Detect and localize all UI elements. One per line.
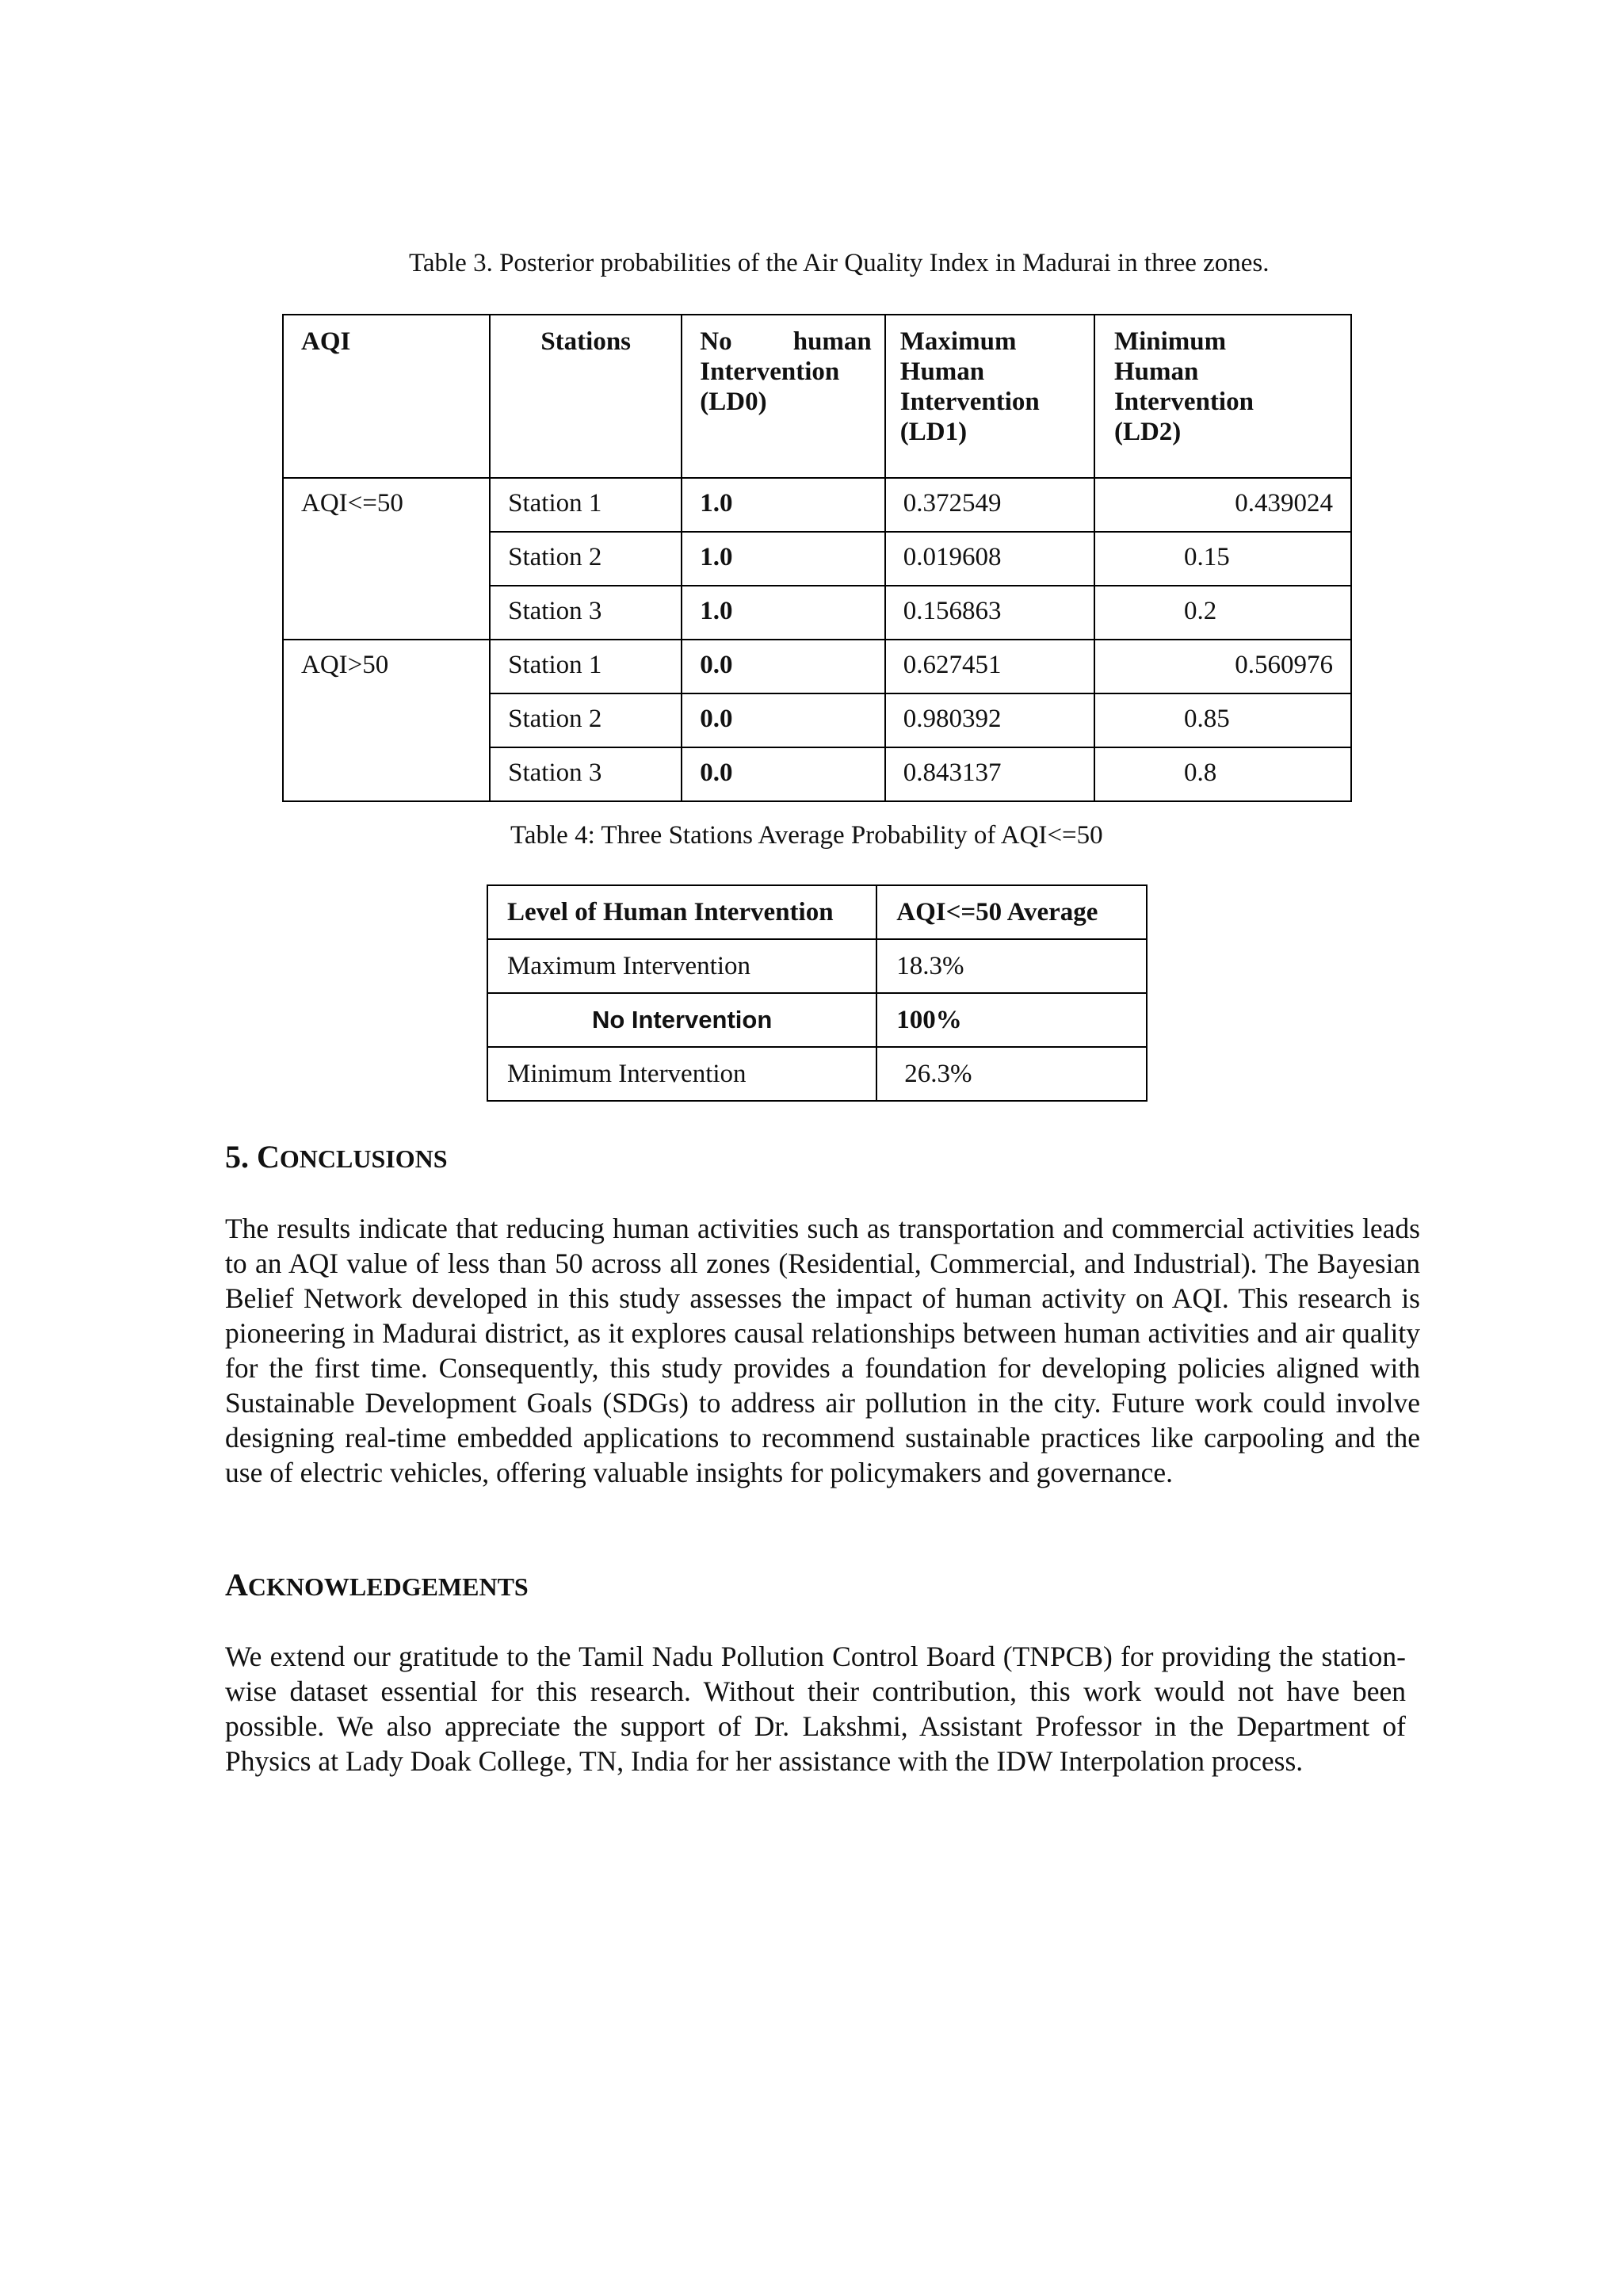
table4-cell-level: Maximum Intervention — [487, 939, 876, 993]
table3-cell-ld1: 0.156863 — [885, 586, 1094, 640]
table3-header-ld0 — [682, 315, 885, 478]
acknowledgements-title-initial: A — [225, 1567, 248, 1603]
conclusions-title-rest: ONCLUSIONS — [279, 1144, 448, 1173]
table3-group-aqi: AQI>50 — [283, 640, 490, 801]
table3-cell-ld0: 0.0 — [682, 747, 885, 801]
conclusions-heading — [225, 1138, 448, 1178]
conclusions-number: 5. — [225, 1139, 249, 1175]
table-row — [283, 478, 1351, 532]
table4-cell-level: Minimum Intervention — [487, 1047, 876, 1101]
table3-header-ld2-line1: Minimum — [1113, 327, 1227, 356]
table4-cell-average: 26.3% — [876, 1047, 1147, 1101]
table3-cell-ld2: 0.8 — [1094, 747, 1351, 801]
acknowledgements-title-rest: CKNOWLEDGEMENTS — [247, 1572, 529, 1601]
table4-cell-average: 100% — [876, 993, 1147, 1047]
conclusions-paragraph: The results indicate that reducing human activities such as transportation and commercial activities leads to an AQI value of less than 50 across all zones (Residential, Commercial, and Industrial). The Bayesian Belief Network developed in this study assesses the impact of human activity on AQI. This research is pioneering in Madurai district, as it explores causal relationships between human activities and air quality for the first time. Consequently, this study provides a foundation for developing policies aligned with Sustainable Development Goals (SDGs) to address air pollution in the city. Future work could involve designing real-time embedded applications to recommend sustainable practices like carpooling and the use of electric vehicles, offering valuable insights for policymakers and governance. — [225, 1213, 1420, 1488]
table4-average-probability — [487, 884, 1148, 1102]
table3-header-ld2-line2: Human — [1113, 357, 1199, 386]
table3-posterior-probabilities — [282, 314, 1352, 802]
table-row — [487, 993, 1147, 1047]
table3-caption: Table 3. Posterior probabilities of the Air Quality Index in Madurai in three zones. — [409, 249, 1270, 277]
table3-cell-ld2: 0.15 — [1094, 532, 1351, 586]
table3-header-ld2-line3: Intervention — [1113, 388, 1254, 416]
table3-cell-station: Station 1 — [490, 640, 682, 693]
table3-cell-ld1: 0.627451 — [885, 640, 1094, 693]
table3-cell-ld0: 0.0 — [682, 640, 885, 693]
table3-cell-station: Station 2 — [490, 532, 682, 586]
table-row — [283, 640, 1351, 693]
table3-cell-ld2: 0.85 — [1094, 693, 1351, 747]
table3-cell-station: Station 3 — [490, 747, 682, 801]
table-row — [487, 1047, 1147, 1101]
table3-header-aqi: AQI — [283, 315, 490, 478]
table4-header-average: AQI<=50 Average — [876, 885, 1147, 939]
table3-header-stations: Stations — [490, 315, 682, 478]
table4-caption: Table 4: Three Stations Average Probability of AQI<=50 — [510, 821, 1103, 850]
table3-cell-ld2: 0.439024 — [1094, 478, 1351, 532]
table3-cell-ld0: 0.0 — [682, 693, 885, 747]
table3-header-ld1 — [885, 315, 1094, 478]
table3-cell-ld1: 0.980392 — [885, 693, 1094, 747]
table-row — [487, 885, 1147, 939]
table3-cell-station: Station 1 — [490, 478, 682, 532]
table3-header-ld1-line1: Maximum — [899, 327, 1017, 356]
acknowledgements-heading — [225, 1566, 529, 1606]
table3-header-ld0-line1: No human — [700, 327, 872, 356]
table3-header-ld2-line4: (LD2) — [1113, 418, 1182, 446]
table3-cell-ld0: 1.0 — [682, 478, 885, 532]
table3-header-ld0-line2: Intervention — [700, 357, 840, 386]
table3-header-ld2 — [1094, 315, 1351, 478]
table4-cell-level: No Intervention — [487, 993, 876, 1047]
table3-cell-ld1: 0.372549 — [885, 478, 1094, 532]
acknowledgements-paragraph: We extend our gratitude to the Tamil Nadu Pollution Control Board (TNPCB) for providing the station-wise dataset essential for this research. Without their contribution, this work would not have been possible. We also appreciate the support of Dr. Lakshmi, Assistant Professor in the Department of Physics at Lady Doak College, TN, India for her assistance with the IDW Interpolation process. — [225, 1641, 1406, 1777]
table3-cell-ld1: 0.843137 — [885, 747, 1094, 801]
conclusions-title-initial: C — [257, 1139, 280, 1175]
table4-cell-average: 18.3% — [876, 939, 1147, 993]
table3-header-ld0-line3: (LD0) — [700, 388, 767, 416]
table3-cell-ld2: 0.560976 — [1094, 640, 1351, 693]
table3-group-aqi: AQI<=50 — [283, 478, 490, 640]
table3-cell-ld0: 1.0 — [682, 532, 885, 586]
table3-cell-ld2: 0.2 — [1094, 586, 1351, 640]
table3-cell-station: Station 3 — [490, 586, 682, 640]
table3-cell-ld1: 0.019608 — [885, 532, 1094, 586]
table3-header-ld1-line3: Intervention — [899, 388, 1040, 416]
table-row — [487, 939, 1147, 993]
table3-cell-ld0: 1.0 — [682, 586, 885, 640]
table3-cell-station: Station 2 — [490, 693, 682, 747]
table3-header-ld1-line4: (LD1) — [899, 418, 968, 446]
table3-header-ld1-line2: Human — [899, 357, 985, 386]
table4-header-level: Level of Human Intervention — [487, 885, 876, 939]
